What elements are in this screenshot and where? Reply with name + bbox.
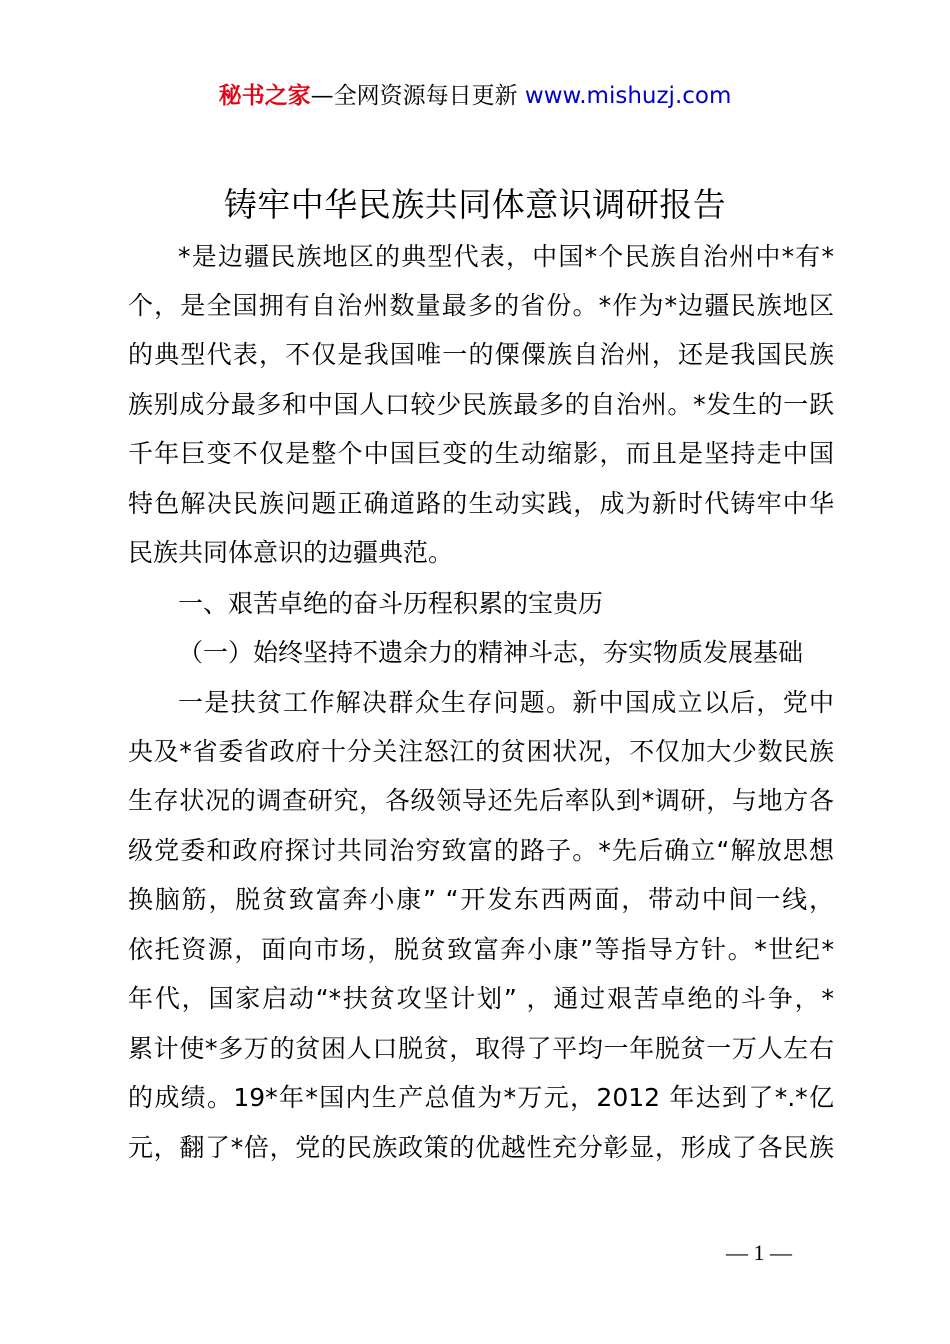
- paragraph-line: 族别成分最多和中国人口较少民族最多的自治州。*发生的一跃: [128, 390, 834, 419]
- paragraph-line: 千年巨变不仅是整个中国巨变的生动缩影，而且是坚持走中国: [128, 439, 834, 468]
- paragraph-line: 央及*省委省政府十分关注怒江的贫困状况，不仅加大少数民族: [128, 737, 834, 766]
- paragraph-line: 级党委和政府探讨共同治穷致富的路子。*先后确立“解放思想: [128, 836, 834, 865]
- paragraph-line: 依托资源，面向市场，脱贫致富奔小康”等指导方针。*世纪*: [128, 935, 834, 964]
- site-url[interactable]: www.mishuzj.com: [524, 83, 732, 109]
- paragraph-line: 的成绩。19*年*国内生产总值为*万元，2012 年达到了*.*亿: [128, 1083, 834, 1112]
- paragraph-line: 换脑筋，脱贫致富奔小康” “开发东西两面，带动中间一线，: [128, 885, 834, 914]
- subsection-heading: （一）始终坚持不遗余力的精神斗志，夯实物质发展基础: [178, 638, 804, 667]
- site-tagline: —全网资源每日更新: [310, 83, 518, 109]
- paragraph-line: 民族共同体意识的边疆典范。: [128, 538, 454, 567]
- paragraph-line: 特色解决民族问题正确道路的生动实践，成为新时代铸牢中华: [128, 489, 834, 518]
- site-header: [0, 80, 950, 112]
- paragraph-line: 生存状况的调查研究，各级领导还先后率队到*调研，与地方各: [128, 786, 834, 815]
- site-brand: 秘书之家: [218, 83, 311, 109]
- document-title: 铸牢中华民族共同体意识调研报告: [223, 185, 727, 224]
- paragraph-line: 元，翻了*倍，党的民族政策的优越性充分彰显，形成了各民族: [128, 1133, 834, 1162]
- section-heading: 一、艰苦卓绝的奋斗历程积累的宝贵历: [178, 589, 604, 618]
- paragraph-line: 一是扶贫工作解决群众生存问题。新中国成立以后，党中: [178, 688, 834, 717]
- paragraph-line: 累计使*多万的贫困人口脱贫，取得了平均一年脱贫一万人左右: [128, 1034, 834, 1063]
- page-number: — 1 —: [726, 1240, 792, 1265]
- paragraph-line: 个，是全国拥有自治州数量最多的省份。*作为*边疆民族地区: [128, 291, 834, 320]
- paragraph-line: 年代，国家启动“*扶贫攻坚计划” ，通过艰苦卓绝的斗争，*: [128, 984, 834, 1013]
- paragraph-line: *是边疆民族地区的典型代表，中国*个民族自治州中*有*: [178, 242, 834, 271]
- paragraph-line: 的典型代表，不仅是我国唯一的傈僳族自治州，还是我国民族: [128, 340, 834, 369]
